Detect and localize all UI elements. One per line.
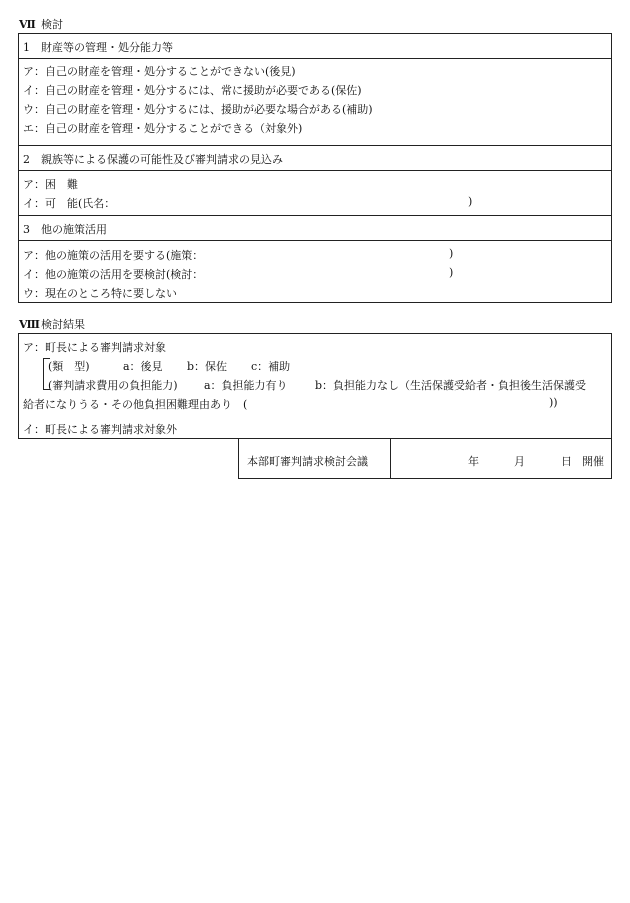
option-3c: ウ：現在のところ特に要しない xyxy=(23,287,177,300)
option-3b: イ：他の施策の活用を要検討(検討： xyxy=(23,268,204,281)
section-8-heading xyxy=(19,316,85,332)
part-1-title: 1 財産等の管理・処分能力等 xyxy=(23,41,173,54)
part-3-title: 3 他の施策活用 xyxy=(23,223,107,236)
option-2a: ア：困 難 xyxy=(23,178,78,191)
part-1-options xyxy=(19,58,611,145)
type-a: a：後見 xyxy=(123,360,163,373)
section-7-title: 検討 xyxy=(41,18,63,31)
type-c: c：補助 xyxy=(251,360,291,373)
meeting-label: 本部町審判請求検討会議 xyxy=(247,455,368,468)
section-8-box xyxy=(18,333,612,439)
part-2-header xyxy=(19,145,611,170)
type-label: (類 型) xyxy=(48,360,90,373)
result-target: ア：町長による審判請求対象 xyxy=(23,341,166,354)
option-1a: ア：自己の財産を管理・処分することができない(後見) xyxy=(23,65,296,78)
option-1d: エ：自己の財産を管理・処分することができる（対象外) xyxy=(23,122,303,135)
option-3a-close: ) xyxy=(449,247,454,260)
option-1c: ウ：自己の財産を管理・処分するには、援助が必要な場合がある(補助) xyxy=(23,103,373,116)
section-8-title: 検討結果 xyxy=(41,318,85,331)
section-7-heading xyxy=(19,16,63,32)
ability-close: )) xyxy=(549,396,558,409)
option-3a: ア：他の施策の活用を要する(施策： xyxy=(23,249,204,262)
option-1b: イ：自己の財産を管理・処分するには、常に援助が必要である(保佐) xyxy=(23,84,362,97)
meeting-day: 日 xyxy=(561,455,572,468)
part-3-options xyxy=(19,240,611,304)
part-1-header xyxy=(19,34,611,58)
type-b: b：保佐 xyxy=(187,360,228,373)
option-2b: イ：可 能(氏名： xyxy=(23,197,116,210)
meeting-box xyxy=(238,438,612,479)
part-2-options xyxy=(19,170,611,215)
section-7-box xyxy=(18,33,612,303)
option-3b-close: ) xyxy=(449,266,454,279)
ability-a: a：負担能力有り xyxy=(204,379,288,392)
ability-continued: 給者になりうる・その他負担困難理由あり ( xyxy=(23,398,248,411)
meeting-held: 開催 xyxy=(582,455,604,468)
option-2b-close: ) xyxy=(468,195,473,208)
ability-label: (審判請求費用の負担能力) xyxy=(48,379,178,392)
section-8-numeral: Ⅷ xyxy=(19,318,40,331)
part-2-title: 2 親族等による保護の可能性及び審判請求の見込み xyxy=(23,153,283,166)
result-excluded: イ：町長による審判請求対象外 xyxy=(23,423,177,436)
section-7-numeral: Ⅶ xyxy=(19,18,36,31)
meeting-year: 年 xyxy=(468,455,479,468)
meeting-month: 月 xyxy=(514,455,525,468)
part-3-header xyxy=(19,215,611,240)
ability-b: b：負担能力なし（生活保護受給者・負担後生活保護受 xyxy=(315,379,587,392)
meeting-divider xyxy=(390,438,391,478)
